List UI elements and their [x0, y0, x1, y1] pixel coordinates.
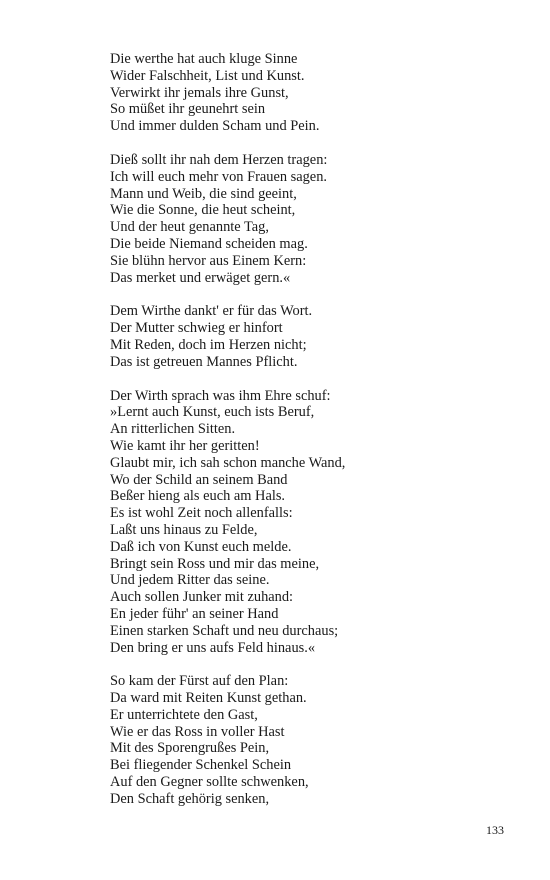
- poem-text: [110, 51, 510, 825]
- verse-line: Mann und Weib, die sind geeint,: [110, 185, 297, 202]
- page-number: 133: [486, 823, 504, 837]
- verse-line: Wo der Schild an seinem Band: [110, 471, 288, 488]
- verse-line: Er unterrichtete den Gast,: [110, 706, 258, 723]
- verse-line: Verwirkt ihr jemals ihre Gunst,: [110, 84, 289, 101]
- verse-line: Mit des Sporengrußes Pein,: [110, 740, 270, 757]
- verse-line: Sie blühn hervor aus Einem Kern:: [110, 252, 307, 269]
- verse-line: Die werthe hat auch kluge Sinne: [110, 51, 298, 67]
- verse-line: Und jedem Ritter das seine.: [110, 572, 270, 589]
- verse-line: En jeder führ' an seiner Hand: [110, 605, 279, 622]
- stanza: [110, 51, 510, 135]
- verse-line: Wie die Sonne, die heut scheint,: [110, 202, 296, 219]
- verse-line: Bei fliegender Schenkel Schein: [110, 757, 292, 774]
- verse-line: Und der heut genannte Tag,: [110, 219, 269, 236]
- stanza: [110, 388, 510, 657]
- verse-line: Ich will euch mehr von Frauen sagen.: [110, 168, 327, 185]
- verse-line: Glaubt mir, ich sah schon manche Wand,: [110, 454, 346, 471]
- verse-line: Den Schaft gehörig senken,: [110, 790, 270, 807]
- verse-line: Beßer hieng als euch am Hals.: [110, 488, 286, 505]
- verse-line: Auf den Gegner sollte schwenken,: [110, 774, 309, 791]
- verse-line: Der Mutter schwieg er hinfort: [110, 320, 283, 337]
- verse-line: Auch sollen Junker mit zuhand:: [110, 589, 294, 606]
- verse-line: Wie er das Ross in voller Hast: [110, 723, 285, 740]
- verse-line: So müßet ihr geunehrt sein: [110, 101, 266, 118]
- verse-line: Die beide Niemand scheiden mag.: [110, 235, 308, 252]
- verse-line: Einen starken Schaft und neu durchaus;: [110, 622, 339, 639]
- verse-line: Den bring er uns aufs Feld hinaus.«: [110, 639, 316, 656]
- verse-line: An ritterlichen Sitten.: [110, 421, 236, 438]
- stanza: [110, 152, 510, 286]
- verse-line: Es ist wohl Zeit noch allenfalls:: [110, 505, 293, 522]
- verse-line: So kam der Fürst auf den Plan:: [110, 673, 289, 690]
- verse-line: Das merket und erwäget gern.«: [110, 269, 291, 286]
- verse-line: Und immer dulden Scham und Pein.: [110, 118, 320, 135]
- verse-line: Dieß sollt ihr nah dem Herzen tragen:: [110, 151, 328, 168]
- stanza: [110, 303, 510, 370]
- verse-line: Wider Falschheit, List und Kunst.: [110, 67, 305, 84]
- verse-line: Laßt uns hinaus zu Felde,: [110, 521, 258, 538]
- verse-line: Das ist getreuen Mannes Pflicht.: [110, 353, 298, 370]
- verse-line: »Lernt auch Kunst, euch ists Beruf,: [110, 404, 315, 421]
- verse-line: Bringt sein Ross und mir das meine,: [110, 555, 320, 572]
- verse-line: Dem Wirthe dankt' er für das Wort.: [110, 303, 313, 320]
- verse-line: Mit Reden, doch im Herzen nicht;: [110, 336, 307, 353]
- stanza: [110, 673, 510, 807]
- verse-line: Der Wirth sprach was ihm Ehre schuf:: [110, 387, 331, 404]
- verse-line: Wie kamt ihr her geritten!: [110, 437, 260, 454]
- verse-line: Daß ich von Kunst euch melde.: [110, 538, 292, 555]
- verse-line: Da ward mit Reiten Kunst gethan.: [110, 690, 307, 707]
